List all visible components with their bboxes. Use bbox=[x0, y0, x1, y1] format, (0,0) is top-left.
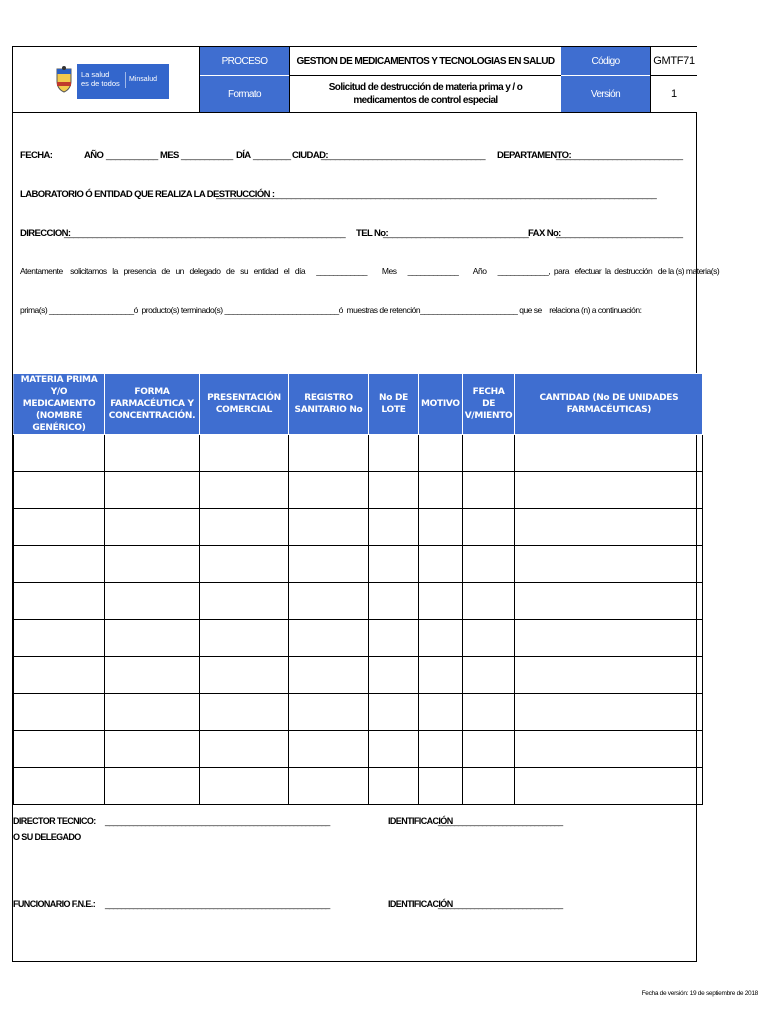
table-cell[interactable] bbox=[462, 731, 515, 768]
fax-label: FAX No: bbox=[528, 228, 561, 239]
col-header-lote: No DE LOTE bbox=[369, 374, 419, 435]
director-label: DIRECTOR TECNICO: bbox=[13, 816, 96, 826]
table-cell[interactable] bbox=[289, 583, 369, 620]
table-cell[interactable] bbox=[419, 509, 463, 546]
table-header-row bbox=[14, 374, 703, 435]
table-cell[interactable] bbox=[200, 509, 289, 546]
table-row bbox=[14, 731, 703, 768]
proceso-value: GESTION DE MEDICAMENTOS Y TECNOLOGIAS EN SALUD bbox=[289, 47, 561, 76]
table-cell[interactable] bbox=[200, 583, 289, 620]
table-cell[interactable] bbox=[419, 657, 463, 694]
col-header-fecha-vencimiento: FECHA DE V/MIENTO bbox=[462, 374, 515, 435]
header-divider bbox=[13, 112, 697, 113]
coat-of-arms-icon bbox=[53, 66, 75, 94]
dia-field[interactable]: ________ bbox=[253, 150, 291, 161]
table-cell[interactable] bbox=[289, 768, 369, 805]
table-cell[interactable] bbox=[289, 620, 369, 657]
table-cell[interactable] bbox=[289, 435, 369, 472]
table-cell[interactable] bbox=[200, 620, 289, 657]
table-cell[interactable] bbox=[200, 546, 289, 583]
table-cell[interactable] bbox=[515, 657, 703, 694]
table-cell[interactable] bbox=[105, 731, 200, 768]
table-cell[interactable] bbox=[369, 472, 419, 509]
table-cell[interactable] bbox=[105, 694, 200, 731]
table-cell[interactable] bbox=[200, 657, 289, 694]
table-row bbox=[14, 620, 703, 657]
table-cell[interactable] bbox=[515, 731, 703, 768]
table-cell[interactable] bbox=[105, 509, 200, 546]
identificacion-label-2: IDENTIFICACIÓN bbox=[388, 899, 453, 909]
table-cell[interactable] bbox=[462, 694, 515, 731]
table-cell[interactable] bbox=[369, 694, 419, 731]
table-cell[interactable] bbox=[289, 731, 369, 768]
col-header-forma-farmaceutica: FORMA FARMACÉUTICA Y CONCENTRACIÓN. bbox=[105, 374, 200, 435]
funcionario-signature-field[interactable]: ________________________________________________________ bbox=[105, 899, 330, 909]
table-cell[interactable] bbox=[462, 768, 515, 805]
table-cell[interactable] bbox=[14, 509, 105, 546]
table-cell[interactable] bbox=[515, 509, 703, 546]
table-cell[interactable] bbox=[515, 435, 703, 472]
tel-field[interactable]: _______________________________ bbox=[383, 228, 529, 239]
table-row bbox=[14, 694, 703, 731]
table-cell[interactable] bbox=[419, 731, 463, 768]
table-cell[interactable] bbox=[289, 546, 369, 583]
table-cell[interactable] bbox=[419, 546, 463, 583]
table-cell[interactable] bbox=[105, 472, 200, 509]
table-cell[interactable] bbox=[14, 620, 105, 657]
table-cell[interactable] bbox=[14, 694, 105, 731]
table-row bbox=[14, 657, 703, 694]
laboratorio-label: LABORATORIO Ó ENTIDAD QUE REALIZA LA DESTRUCCIÓN : bbox=[20, 189, 275, 200]
table-cell[interactable] bbox=[515, 546, 703, 583]
table-cell[interactable] bbox=[200, 694, 289, 731]
request-paragraph-line2: prima(s) ____________________ó producto(s) terminado(s) ___________________________ó muestras de retención_______________________ que se relaciona (n) a continuación: bbox=[20, 305, 642, 315]
table-cell[interactable] bbox=[369, 546, 419, 583]
director-delegado-label: O SU DELEGADO bbox=[13, 832, 81, 842]
col-header-motivo: MOTIVO bbox=[419, 374, 463, 435]
table-cell[interactable] bbox=[105, 546, 200, 583]
version-label: Versión bbox=[561, 76, 650, 112]
funcionario-label: FUNCIONARIO F.N.E.: bbox=[13, 899, 96, 909]
version-date-note: Fecha de versión: 19 de septiembre de 2018 bbox=[641, 990, 758, 997]
table-cell[interactable] bbox=[419, 620, 463, 657]
table-cell[interactable] bbox=[369, 435, 419, 472]
departamento-label: DEPARTAMENTO: bbox=[497, 150, 572, 161]
table-cell[interactable] bbox=[105, 583, 200, 620]
ministry-logo bbox=[53, 64, 169, 99]
table-cell[interactable] bbox=[289, 657, 369, 694]
table-cell[interactable] bbox=[14, 657, 105, 694]
proceso-label: PROCESO bbox=[200, 47, 289, 76]
table-row bbox=[14, 583, 703, 620]
director-signature-field[interactable]: ________________________________________________________ bbox=[105, 816, 330, 826]
ciudad-field[interactable]: ___________________________________ bbox=[321, 150, 485, 161]
table-cell[interactable] bbox=[289, 509, 369, 546]
mes-label: MES bbox=[160, 150, 179, 161]
table-cell[interactable] bbox=[14, 435, 105, 472]
fecha-label: FECHA: bbox=[20, 150, 53, 161]
table-row bbox=[14, 509, 703, 546]
table-row bbox=[14, 546, 703, 583]
identificacion-field-2[interactable]: _______________________________ bbox=[438, 899, 563, 909]
dia-label: DÍA bbox=[236, 150, 251, 161]
identificacion-field-1[interactable]: _______________________________ bbox=[438, 816, 563, 826]
table-cell[interactable] bbox=[515, 472, 703, 509]
table-cell[interactable] bbox=[515, 768, 703, 805]
table-cell[interactable] bbox=[200, 435, 289, 472]
version-value: 1 bbox=[650, 76, 697, 112]
table-cell[interactable] bbox=[105, 657, 200, 694]
table-cell[interactable] bbox=[462, 657, 515, 694]
table-cell[interactable] bbox=[462, 546, 515, 583]
table-cell[interactable] bbox=[369, 731, 419, 768]
table-cell[interactable] bbox=[369, 583, 419, 620]
table-cell[interactable] bbox=[105, 768, 200, 805]
col-header-presentacion: PRESENTACIÓN COMERCIAL bbox=[200, 374, 289, 435]
table-row bbox=[14, 768, 703, 805]
direccion-field[interactable]: ____________________________________________________________ bbox=[64, 228, 346, 239]
table-cell[interactable] bbox=[462, 583, 515, 620]
identificacion-label-1: IDENTIFICACIÓN bbox=[388, 816, 453, 826]
table-cell[interactable] bbox=[369, 657, 419, 694]
table-cell[interactable] bbox=[105, 435, 200, 472]
departamento-field[interactable]: ___________________________ bbox=[556, 150, 683, 161]
table-cell[interactable] bbox=[462, 435, 515, 472]
ciudad-label: CIUDAD: bbox=[292, 150, 328, 161]
table-cell[interactable] bbox=[289, 472, 369, 509]
mes-field[interactable]: ___________ bbox=[181, 150, 233, 161]
table-cell[interactable] bbox=[419, 583, 463, 620]
table-cell[interactable] bbox=[200, 768, 289, 805]
table-cell[interactable] bbox=[419, 768, 463, 805]
table-cell[interactable] bbox=[200, 472, 289, 509]
table-cell[interactable] bbox=[515, 583, 703, 620]
table-row bbox=[14, 472, 703, 509]
logo-text-2: es de todos bbox=[81, 79, 120, 88]
table-cell[interactable] bbox=[462, 472, 515, 509]
logo-text-1: La salud bbox=[81, 70, 110, 79]
table-cell[interactable] bbox=[14, 768, 105, 805]
table-cell[interactable] bbox=[419, 694, 463, 731]
codigo-label: Código bbox=[561, 47, 650, 76]
formato-value: Solicitud de destrucción de materia prima y / o medicamentos de control especial bbox=[289, 76, 561, 112]
table-cell[interactable] bbox=[105, 620, 200, 657]
destruction-table bbox=[13, 373, 703, 805]
ano-field[interactable]: ___________ bbox=[106, 150, 158, 161]
table-cell[interactable] bbox=[462, 620, 515, 657]
logo-ministry-text: Minsalud bbox=[125, 72, 157, 88]
table-cell[interactable] bbox=[369, 509, 419, 546]
table-cell[interactable] bbox=[462, 509, 515, 546]
request-paragraph-line1: Atentamente solicitamos la presencia de un delegado de su entidad el día ____________ Mes ____________ Año ____________, para efectuar la destrucción de la (s) materia(s) bbox=[20, 266, 720, 276]
col-header-registro-sanitario: REGISTRO SANITARIO No bbox=[289, 374, 369, 435]
col-header-materia-prima: MATERIA PRIMA Y/O MEDICAMENTO (NOMBRE GENÉRICO) bbox=[14, 374, 105, 435]
codigo-value: GMTF71 bbox=[650, 47, 697, 76]
table-cell[interactable] bbox=[515, 620, 703, 657]
table-cell[interactable] bbox=[515, 694, 703, 731]
table-row bbox=[14, 435, 703, 472]
ano-label: AÑO bbox=[84, 150, 104, 161]
table-cell[interactable] bbox=[289, 694, 369, 731]
table-cell[interactable] bbox=[14, 583, 105, 620]
laboratorio-field[interactable]: ______________________________________________________________________________________________ bbox=[216, 189, 657, 200]
direccion-label: DIRECCION: bbox=[20, 228, 71, 239]
table-cell[interactable] bbox=[14, 546, 105, 583]
fax-field[interactable]: ___________________________ bbox=[556, 228, 683, 239]
table-cell[interactable] bbox=[200, 731, 289, 768]
table-cell[interactable] bbox=[369, 620, 419, 657]
table-cell[interactable] bbox=[14, 731, 105, 768]
table-cell[interactable] bbox=[369, 768, 419, 805]
table-cell[interactable] bbox=[419, 435, 463, 472]
tel-label: TEL No: bbox=[356, 228, 389, 239]
table-cell[interactable] bbox=[419, 472, 463, 509]
formato-label: Formato bbox=[200, 76, 289, 112]
table-cell[interactable] bbox=[14, 472, 105, 509]
col-header-cantidad: CANTIDAD (No DE UNIDADES FARMACÉUTICAS) bbox=[515, 374, 703, 435]
